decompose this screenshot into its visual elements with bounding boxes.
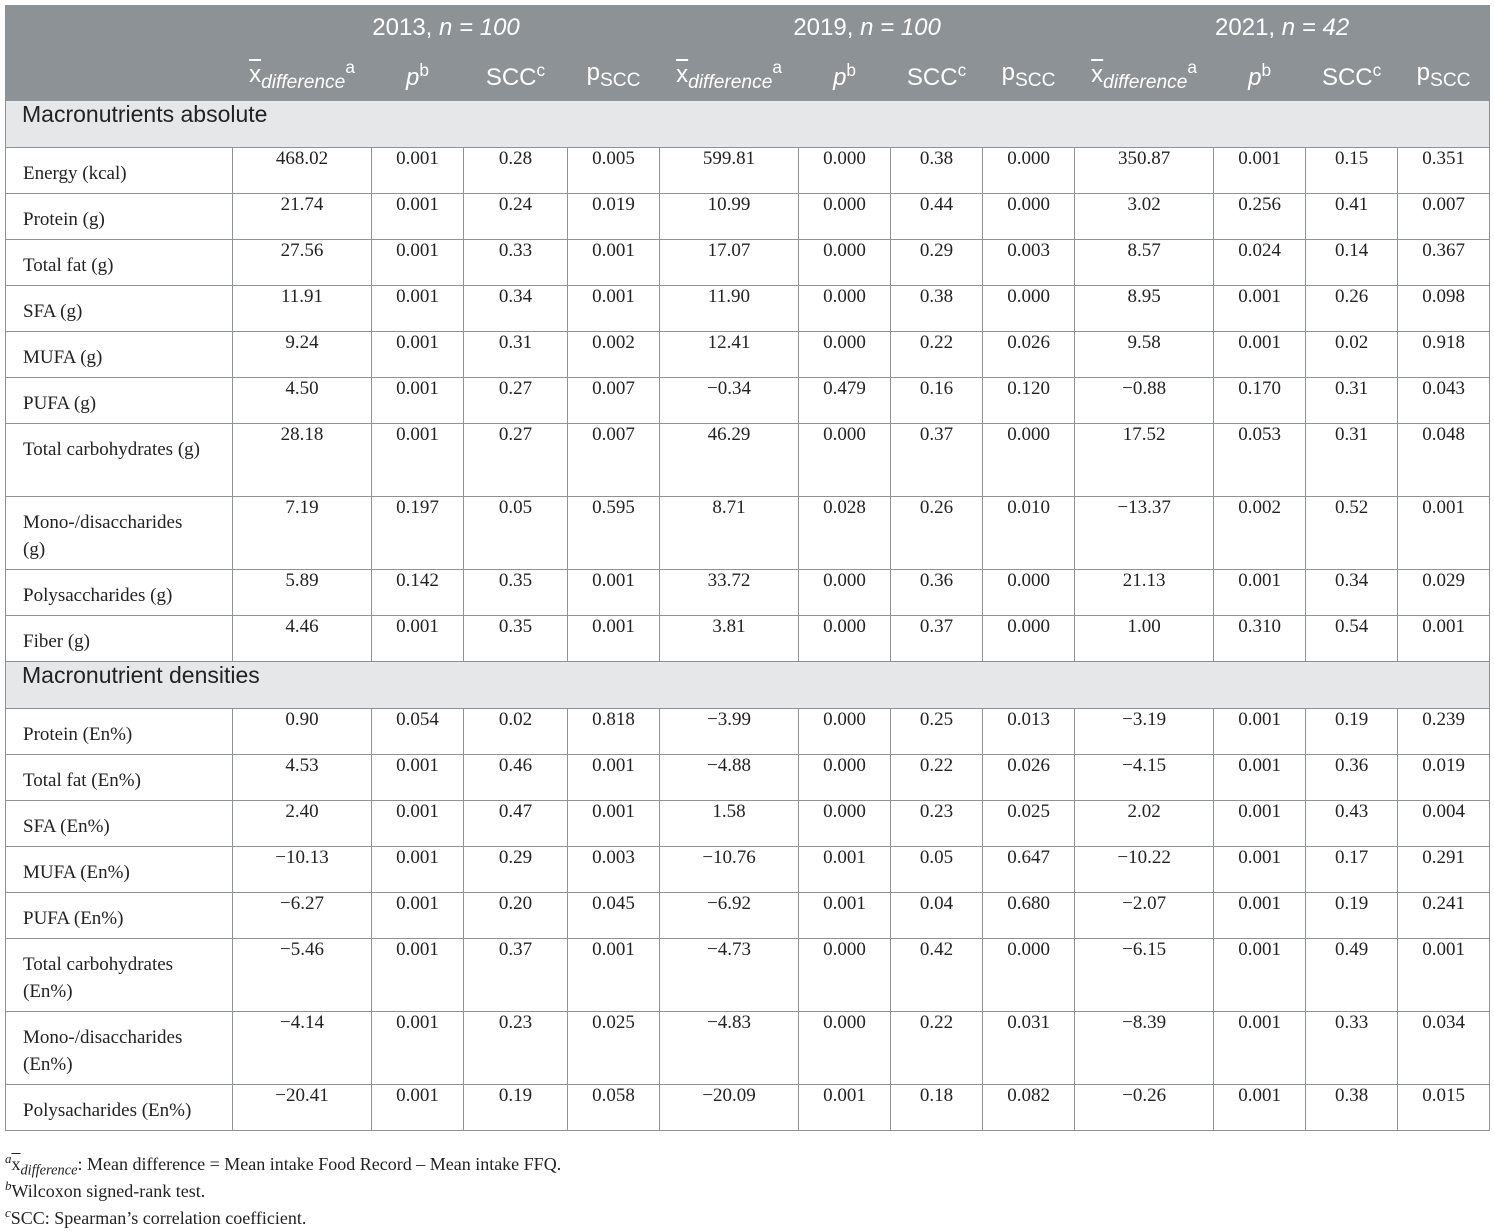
table-cell: 0.000 bbox=[799, 755, 891, 801]
table-cell: 0.34 bbox=[1306, 570, 1398, 616]
table-cell: 0.000 bbox=[799, 709, 891, 755]
table-cell: 0.001 bbox=[372, 286, 464, 332]
table-cell: 0.05 bbox=[464, 497, 568, 570]
table-row bbox=[6, 570, 1490, 616]
table-cell: 0.001 bbox=[799, 1085, 891, 1131]
table-cell: 0.33 bbox=[1306, 1012, 1398, 1085]
table-cell: 0.000 bbox=[983, 616, 1075, 662]
table-cell: 0.31 bbox=[464, 332, 568, 378]
table-cell: 0.22 bbox=[891, 1012, 983, 1085]
table-cell: 0.19 bbox=[1306, 709, 1398, 755]
header-corner bbox=[6, 6, 233, 51]
table-cell: 0.41 bbox=[1306, 194, 1398, 240]
table-cell: 0.000 bbox=[799, 424, 891, 497]
table-cell: 21.13 bbox=[1075, 570, 1214, 616]
table-cell: 46.29 bbox=[660, 424, 799, 497]
table-cell: 0.001 bbox=[1214, 893, 1306, 939]
table-cell: 0.16 bbox=[891, 378, 983, 424]
table-cell: 0.02 bbox=[464, 709, 568, 755]
row-label: Total fat (g) bbox=[6, 240, 233, 286]
table-cell: −3.99 bbox=[660, 709, 799, 755]
table-cell: 0.000 bbox=[799, 1012, 891, 1085]
table-cell: 0.053 bbox=[1214, 424, 1306, 497]
table-cell: 0.001 bbox=[1398, 939, 1490, 1012]
table-cell: 0.025 bbox=[568, 1012, 660, 1085]
table-cell: 0.001 bbox=[1214, 148, 1306, 194]
table-cell: 0.001 bbox=[372, 148, 464, 194]
table-cell: 0.001 bbox=[372, 332, 464, 378]
table-cell: 0.015 bbox=[1398, 1085, 1490, 1131]
table-cell: 0.025 bbox=[983, 801, 1075, 847]
table-cell: 0.001 bbox=[372, 1085, 464, 1131]
table-cell: 0.001 bbox=[568, 240, 660, 286]
sub-header-xdiff: $\overline{x}_{difference}^a$ bbox=[660, 51, 799, 101]
row-label: Total carbohydrates (En%) bbox=[6, 939, 233, 1012]
table-row bbox=[6, 497, 1490, 570]
table-cell: 0.000 bbox=[799, 286, 891, 332]
section-title: Macronutrients absolute bbox=[6, 101, 1490, 148]
sub-header-p: $p^b$ bbox=[1214, 51, 1306, 101]
table-cell: 0.029 bbox=[1398, 570, 1490, 616]
table-cell: 0.001 bbox=[372, 847, 464, 893]
table-row bbox=[6, 194, 1490, 240]
table-cell: 1.00 bbox=[1075, 616, 1214, 662]
table-cell: −2.07 bbox=[1075, 893, 1214, 939]
table-cell: 0.31 bbox=[1306, 424, 1398, 497]
table-cell: 0.000 bbox=[983, 194, 1075, 240]
group-header-2019: 2019, n = 100 bbox=[660, 6, 1075, 51]
table-cell: 2.40 bbox=[233, 801, 372, 847]
table-cell: 0.54 bbox=[1306, 616, 1398, 662]
table-cell: −6.27 bbox=[233, 893, 372, 939]
table-cell: 0.142 bbox=[372, 570, 464, 616]
table-cell: 17.52 bbox=[1075, 424, 1214, 497]
footnote-c: $^c$SCC: Spearman’s correlation coefficient. bbox=[5, 1205, 307, 1228]
table-cell: 0.918 bbox=[1398, 332, 1490, 378]
table-cell: 0.001 bbox=[372, 240, 464, 286]
table-cell: 0.001 bbox=[372, 1012, 464, 1085]
table-row bbox=[6, 801, 1490, 847]
table-cell: 0.38 bbox=[891, 148, 983, 194]
group-header-2021: 2021, n = 42 bbox=[1075, 6, 1490, 51]
table-row bbox=[6, 286, 1490, 332]
table-row bbox=[6, 893, 1490, 939]
table-cell: 0.043 bbox=[1398, 378, 1490, 424]
row-label: Polysaccharides (g) bbox=[6, 570, 233, 616]
table-cell: 0.36 bbox=[891, 570, 983, 616]
sub-header-row bbox=[6, 51, 1490, 101]
table-cell: 0.22 bbox=[891, 332, 983, 378]
table-cell: 0.002 bbox=[1214, 497, 1306, 570]
row-label: Protein (En%) bbox=[6, 709, 233, 755]
row-label: SFA (g) bbox=[6, 286, 233, 332]
table-cell: 0.001 bbox=[1398, 616, 1490, 662]
table-cell: 0.001 bbox=[568, 616, 660, 662]
table-cell: 0.001 bbox=[1214, 755, 1306, 801]
table-cell: −5.46 bbox=[233, 939, 372, 1012]
table-cell: 0.38 bbox=[891, 286, 983, 332]
table-cell: −20.09 bbox=[660, 1085, 799, 1131]
table-cell: 0.000 bbox=[799, 148, 891, 194]
sub-header-xdiff: $\overline{x}_{difference}^a$ bbox=[233, 51, 372, 101]
table-cell: 0.17 bbox=[1306, 847, 1398, 893]
table-cell: 0.003 bbox=[983, 240, 1075, 286]
sub-header-scc: SCC$^c$ bbox=[1306, 51, 1398, 101]
row-label: Polysacharides (En%) bbox=[6, 1085, 233, 1131]
table-cell: 0.000 bbox=[799, 616, 891, 662]
table-cell: 0.351 bbox=[1398, 148, 1490, 194]
table-cell: 0.019 bbox=[568, 194, 660, 240]
table-cell: 2.02 bbox=[1075, 801, 1214, 847]
table-cell: 0.000 bbox=[983, 939, 1075, 1012]
table-cell: 0.33 bbox=[464, 240, 568, 286]
table-cell: 0.26 bbox=[891, 497, 983, 570]
table-cell: 0.001 bbox=[372, 378, 464, 424]
table-cell: 0.001 bbox=[1214, 709, 1306, 755]
table-cell: 0.22 bbox=[891, 755, 983, 801]
table-cell: 0.003 bbox=[568, 847, 660, 893]
table-cell: 0.43 bbox=[1306, 801, 1398, 847]
table-cell: 0.37 bbox=[891, 616, 983, 662]
table-cell: 0.001 bbox=[372, 755, 464, 801]
sub-header-pscc: $p_{SCC}$ bbox=[983, 51, 1075, 101]
table-cell: 0.001 bbox=[372, 893, 464, 939]
row-label: SFA (En%) bbox=[6, 801, 233, 847]
row-label: Total carbohydrates (g) bbox=[6, 424, 233, 497]
table-cell: 0.001 bbox=[1214, 286, 1306, 332]
table-row bbox=[6, 755, 1490, 801]
table-cell: 0.36 bbox=[1306, 755, 1398, 801]
table-cell: −6.15 bbox=[1075, 939, 1214, 1012]
table-cell: 0.367 bbox=[1398, 240, 1490, 286]
table-cell: 0.001 bbox=[372, 194, 464, 240]
table-cell: 3.81 bbox=[660, 616, 799, 662]
table-cell: −3.19 bbox=[1075, 709, 1214, 755]
table-cell: 7.19 bbox=[233, 497, 372, 570]
table-cell: 0.197 bbox=[372, 497, 464, 570]
table-cell: 0.001 bbox=[1214, 1012, 1306, 1085]
header-corner-2 bbox=[6, 51, 233, 101]
table-cell: 0.479 bbox=[799, 378, 891, 424]
table-cell: 4.50 bbox=[233, 378, 372, 424]
table-cell: 0.001 bbox=[568, 801, 660, 847]
table-cell: 0.026 bbox=[983, 332, 1075, 378]
table-cell: 0.000 bbox=[799, 332, 891, 378]
table-cell: 0.005 bbox=[568, 148, 660, 194]
table-cell: 0.000 bbox=[799, 240, 891, 286]
table-cell: 4.46 bbox=[233, 616, 372, 662]
sub-header-p: $p^b$ bbox=[799, 51, 891, 101]
table-cell: 0.001 bbox=[372, 424, 464, 497]
table-cell: 0.045 bbox=[568, 893, 660, 939]
table-cell: 0.001 bbox=[568, 286, 660, 332]
table-cell: 8.57 bbox=[1075, 240, 1214, 286]
row-label: Total fat (En%) bbox=[6, 755, 233, 801]
table-cell: 0.048 bbox=[1398, 424, 1490, 497]
table-cell: 0.001 bbox=[1214, 847, 1306, 893]
table-cell: 0.013 bbox=[983, 709, 1075, 755]
table-cell: 21.74 bbox=[233, 194, 372, 240]
table-cell: 0.04 bbox=[891, 893, 983, 939]
table-cell: 0.007 bbox=[568, 378, 660, 424]
table-row bbox=[6, 1085, 1490, 1131]
table-cell: 0.26 bbox=[1306, 286, 1398, 332]
table-cell: 0.37 bbox=[464, 939, 568, 1012]
table-cell: 0.000 bbox=[983, 424, 1075, 497]
table-cell: 33.72 bbox=[660, 570, 799, 616]
table-cell: 599.81 bbox=[660, 148, 799, 194]
table-cell: 8.95 bbox=[1075, 286, 1214, 332]
table-cell: 0.000 bbox=[799, 801, 891, 847]
table-cell: 11.90 bbox=[660, 286, 799, 332]
table-cell: 0.007 bbox=[568, 424, 660, 497]
section-title: Macronutrient densities bbox=[6, 662, 1490, 709]
table-cell: 0.241 bbox=[1398, 893, 1490, 939]
table-cell: −6.92 bbox=[660, 893, 799, 939]
table-cell: 0.000 bbox=[983, 570, 1075, 616]
row-label: Mono-/disaccharides (En%) bbox=[6, 1012, 233, 1085]
table-cell: 0.031 bbox=[983, 1012, 1075, 1085]
table-row bbox=[6, 378, 1490, 424]
table-cell: 0.31 bbox=[1306, 378, 1398, 424]
sub-header-scc: SCC$^c$ bbox=[891, 51, 983, 101]
table-cell: 0.310 bbox=[1214, 616, 1306, 662]
table-cell: 0.001 bbox=[568, 570, 660, 616]
table-cell: 0.082 bbox=[983, 1085, 1075, 1131]
table-cell: 0.170 bbox=[1214, 378, 1306, 424]
row-label: Energy (kcal) bbox=[6, 148, 233, 194]
table-row bbox=[6, 1012, 1490, 1085]
table-cell: 0.29 bbox=[464, 847, 568, 893]
table-cell: 0.19 bbox=[1306, 893, 1398, 939]
table-cell: 0.001 bbox=[1214, 332, 1306, 378]
table-cell: 0.27 bbox=[464, 424, 568, 497]
table-body bbox=[6, 101, 1490, 1131]
row-label: Protein (g) bbox=[6, 194, 233, 240]
table-cell: 0.001 bbox=[1214, 1085, 1306, 1131]
row-label: PUFA (g) bbox=[6, 378, 233, 424]
table-cell: 8.71 bbox=[660, 497, 799, 570]
row-label: MUFA (g) bbox=[6, 332, 233, 378]
table-cell: 27.56 bbox=[233, 240, 372, 286]
table-row bbox=[6, 424, 1490, 497]
sub-header-p: $p^b$ bbox=[372, 51, 464, 101]
table-cell: −20.41 bbox=[233, 1085, 372, 1131]
table-cell: 0.000 bbox=[983, 148, 1075, 194]
row-label: PUFA (En%) bbox=[6, 893, 233, 939]
table-cell: 0.25 bbox=[891, 709, 983, 755]
sub-header-pscc: $p_{SCC}$ bbox=[568, 51, 660, 101]
table-cell: 0.000 bbox=[799, 939, 891, 1012]
table-cell: 0.647 bbox=[983, 847, 1075, 893]
table-cell: −8.39 bbox=[1075, 1012, 1214, 1085]
table-cell: 0.38 bbox=[1306, 1085, 1398, 1131]
table-cell: −0.88 bbox=[1075, 378, 1214, 424]
table-cell: 0.001 bbox=[1214, 801, 1306, 847]
table-cell: −4.83 bbox=[660, 1012, 799, 1085]
table-cell: 0.001 bbox=[568, 755, 660, 801]
sub-header-xdiff: $\overline{x}_{difference}^a$ bbox=[1075, 51, 1214, 101]
table-cell: 0.42 bbox=[891, 939, 983, 1012]
table-cell: 0.007 bbox=[1398, 194, 1490, 240]
table-cell: 0.000 bbox=[799, 194, 891, 240]
table-cell: −4.14 bbox=[233, 1012, 372, 1085]
table-cell: 12.41 bbox=[660, 332, 799, 378]
table-row bbox=[6, 332, 1490, 378]
table-cell: 0.02 bbox=[1306, 332, 1398, 378]
table-cell: 0.680 bbox=[983, 893, 1075, 939]
table-cell: 10.99 bbox=[660, 194, 799, 240]
table-cell: 0.291 bbox=[1398, 847, 1490, 893]
table-cell: 0.004 bbox=[1398, 801, 1490, 847]
table-cell: 0.34 bbox=[464, 286, 568, 332]
table-cell: 0.46 bbox=[464, 755, 568, 801]
table-cell: 0.24 bbox=[464, 194, 568, 240]
table-cell: 0.002 bbox=[568, 332, 660, 378]
table-cell: 0.90 bbox=[233, 709, 372, 755]
table-cell: 0.14 bbox=[1306, 240, 1398, 286]
table-cell: 0.818 bbox=[568, 709, 660, 755]
table-cell: 28.18 bbox=[233, 424, 372, 497]
footnote-a: $^a\overline{x}_{difference}$: Mean difference = Mean intake Food Record – Mean intake FFQ. bbox=[5, 1151, 562, 1179]
table-cell: 0.37 bbox=[891, 424, 983, 497]
table-cell: 0.001 bbox=[799, 847, 891, 893]
table-cell: 0.239 bbox=[1398, 709, 1490, 755]
table-cell: 0.52 bbox=[1306, 497, 1398, 570]
table-cell: 1.58 bbox=[660, 801, 799, 847]
table-row bbox=[6, 847, 1490, 893]
table-cell: 0.256 bbox=[1214, 194, 1306, 240]
table-cell: 0.001 bbox=[799, 893, 891, 939]
group-header-2013: 2013, n = 100 bbox=[233, 6, 660, 51]
table-cell: 0.034 bbox=[1398, 1012, 1490, 1085]
table-cell: 0.026 bbox=[983, 755, 1075, 801]
table-cell: −4.73 bbox=[660, 939, 799, 1012]
table-cell: 0.001 bbox=[568, 939, 660, 1012]
table-cell: −0.34 bbox=[660, 378, 799, 424]
table-cell: −10.13 bbox=[233, 847, 372, 893]
table-cell: 0.23 bbox=[891, 801, 983, 847]
table-cell: 0.35 bbox=[464, 616, 568, 662]
table-header bbox=[6, 6, 1490, 101]
table-cell: 0.15 bbox=[1306, 148, 1398, 194]
section-row bbox=[6, 662, 1490, 709]
table-cell: 0.001 bbox=[372, 939, 464, 1012]
row-label: Fiber (g) bbox=[6, 616, 233, 662]
table-row bbox=[6, 148, 1490, 194]
table-cell: 4.53 bbox=[233, 755, 372, 801]
table-cell: 0.27 bbox=[464, 378, 568, 424]
table-cell: 0.001 bbox=[372, 616, 464, 662]
table-cell: 5.89 bbox=[233, 570, 372, 616]
table-cell: 0.28 bbox=[464, 148, 568, 194]
sub-header-pscc: $p_{SCC}$ bbox=[1398, 51, 1490, 101]
table-cell: 468.02 bbox=[233, 148, 372, 194]
table-cell: 0.05 bbox=[891, 847, 983, 893]
table-cell: 0.028 bbox=[799, 497, 891, 570]
table-cell: 0.098 bbox=[1398, 286, 1490, 332]
table-cell: 0.29 bbox=[891, 240, 983, 286]
table-cell: 0.010 bbox=[983, 497, 1075, 570]
table-cell: 350.87 bbox=[1075, 148, 1214, 194]
table-cell: −10.22 bbox=[1075, 847, 1214, 893]
table-cell: 0.019 bbox=[1398, 755, 1490, 801]
table-row bbox=[6, 240, 1490, 286]
table-cell: 0.054 bbox=[372, 709, 464, 755]
table-cell: 0.23 bbox=[464, 1012, 568, 1085]
table-row bbox=[6, 709, 1490, 755]
table-cell: −0.26 bbox=[1075, 1085, 1214, 1131]
table-cell: 0.19 bbox=[464, 1085, 568, 1131]
table-cell: 0.18 bbox=[891, 1085, 983, 1131]
table-cell: 0.058 bbox=[568, 1085, 660, 1131]
table-cell: 0.35 bbox=[464, 570, 568, 616]
table-cell: 0.49 bbox=[1306, 939, 1398, 1012]
table-row bbox=[6, 616, 1490, 662]
table-cell: 17.07 bbox=[660, 240, 799, 286]
table-cell: −4.15 bbox=[1075, 755, 1214, 801]
table-cell: −4.88 bbox=[660, 755, 799, 801]
table-cell: 0.20 bbox=[464, 893, 568, 939]
table-cell: −10.76 bbox=[660, 847, 799, 893]
sub-header-scc: SCC$^c$ bbox=[464, 51, 568, 101]
nutrient-table bbox=[5, 5, 1490, 1131]
table-cell: 0.001 bbox=[1398, 497, 1490, 570]
section-row bbox=[6, 101, 1490, 148]
table-cell: 0.47 bbox=[464, 801, 568, 847]
table-cell: 11.91 bbox=[233, 286, 372, 332]
table-cell: 0.000 bbox=[799, 570, 891, 616]
table-cell: 9.58 bbox=[1075, 332, 1214, 378]
table-cell: 0.001 bbox=[1214, 570, 1306, 616]
row-label: Mono-/disaccharides (g) bbox=[6, 497, 233, 570]
table-cell: 0.001 bbox=[1214, 939, 1306, 1012]
table-cell: 3.02 bbox=[1075, 194, 1214, 240]
table-cell: 0.001 bbox=[372, 801, 464, 847]
footnote-b: $^b$Wilcoxon signed-rank test. bbox=[5, 1178, 206, 1201]
table-cell: 0.595 bbox=[568, 497, 660, 570]
table-cell: 0.44 bbox=[891, 194, 983, 240]
table-row bbox=[6, 939, 1490, 1012]
table-cell: 0.000 bbox=[983, 286, 1075, 332]
table-cell: 9.24 bbox=[233, 332, 372, 378]
table-cell: 0.024 bbox=[1214, 240, 1306, 286]
table-cell: −13.37 bbox=[1075, 497, 1214, 570]
table-cell: 0.120 bbox=[983, 378, 1075, 424]
row-label: MUFA (En%) bbox=[6, 847, 233, 893]
